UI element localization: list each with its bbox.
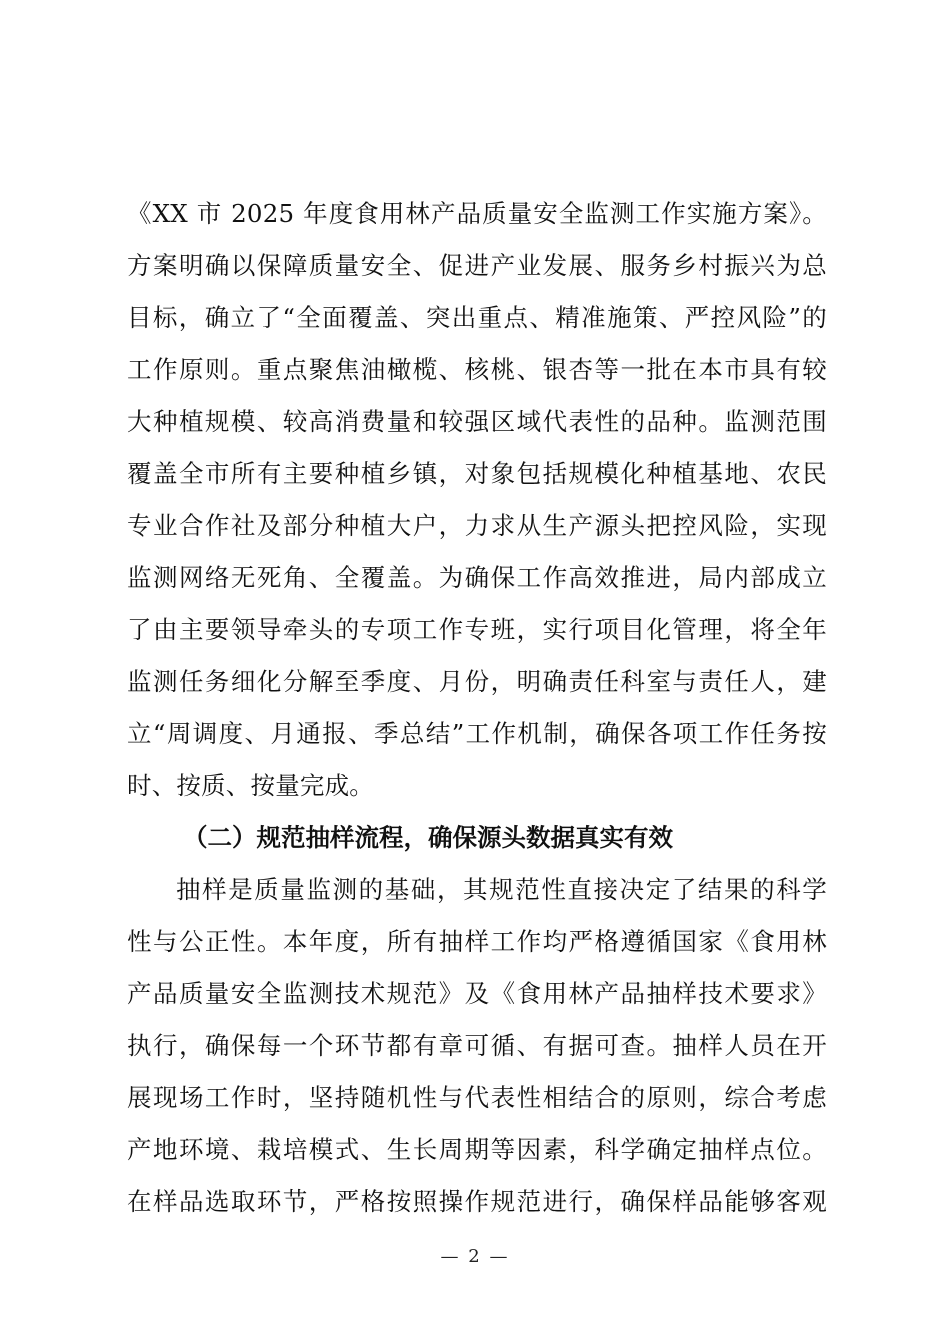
text-line: 时、按质、按量完成。 [127, 771, 374, 800]
text-line: 展现场工作时，坚持随机性与代表性相结合的原则，综合考虑 [127, 1083, 827, 1112]
text-line: 性与公正性。本年度，所有抽样工作均严格遵循国家《食用林 [127, 927, 827, 956]
text-line: 抽样是质量监测的基础，其规范性直接决定了结果的科学 [176, 875, 827, 904]
text-line: 覆盖全市所有主要种植乡镇，对象包括规模化种植基地、农民 [127, 459, 827, 488]
text-line: 监测网络无死角、全覆盖。为确保工作高效推进，局内部成立 [127, 563, 827, 592]
page-number: — 2 — [440, 1246, 510, 1267]
text-line: 大种植规模、较高消费量和较强区域代表性的品种。监测范围 [127, 407, 827, 436]
text-line: 立“周调度、月通报、季总结”工作机制，确保各项工作任务按 [127, 719, 827, 748]
text-line: 目标，确立了“全面覆盖、突出重点、精准施策、严控风险”的 [127, 303, 827, 332]
text-line: 产地环境、栽培模式、生长周期等因素，科学确定抽样点位。 [127, 1135, 827, 1164]
text-line: 《XX 市 2025 年度食用林产品质量安全监测工作实施方案》。 [127, 199, 827, 228]
text-line: 执行，确保每一个环节都有章可循、有据可查。抽样人员在开 [127, 1031, 827, 1060]
text-line: 在样品选取环节，严格按照操作规范进行，确保样品能够客观 [127, 1187, 827, 1216]
text-line: 了由主要领导牵头的专项工作专班，实行项目化管理，将全年 [127, 615, 827, 644]
text-line: 监测任务细化分解至季度、月份，明确责任科室与责任人，建 [127, 667, 827, 696]
text-line: 方案明确以保障质量安全、促进产业发展、服务乡村振兴为总 [127, 251, 827, 280]
text-line: 专业合作社及部分种植大户，力求从生产源头把控风险，实现 [127, 511, 827, 540]
body-text [127, 188, 827, 1228]
text-line: 产品质量安全监测技术规范》及《食用林产品抽样技术要求》 [127, 979, 827, 1008]
section-heading: （二）规范抽样流程，确保源头数据真实有效 [183, 823, 673, 852]
text-line: 工作原则。重点聚焦油橄榄、核桃、银杏等一批在本市具有较 [127, 355, 827, 384]
